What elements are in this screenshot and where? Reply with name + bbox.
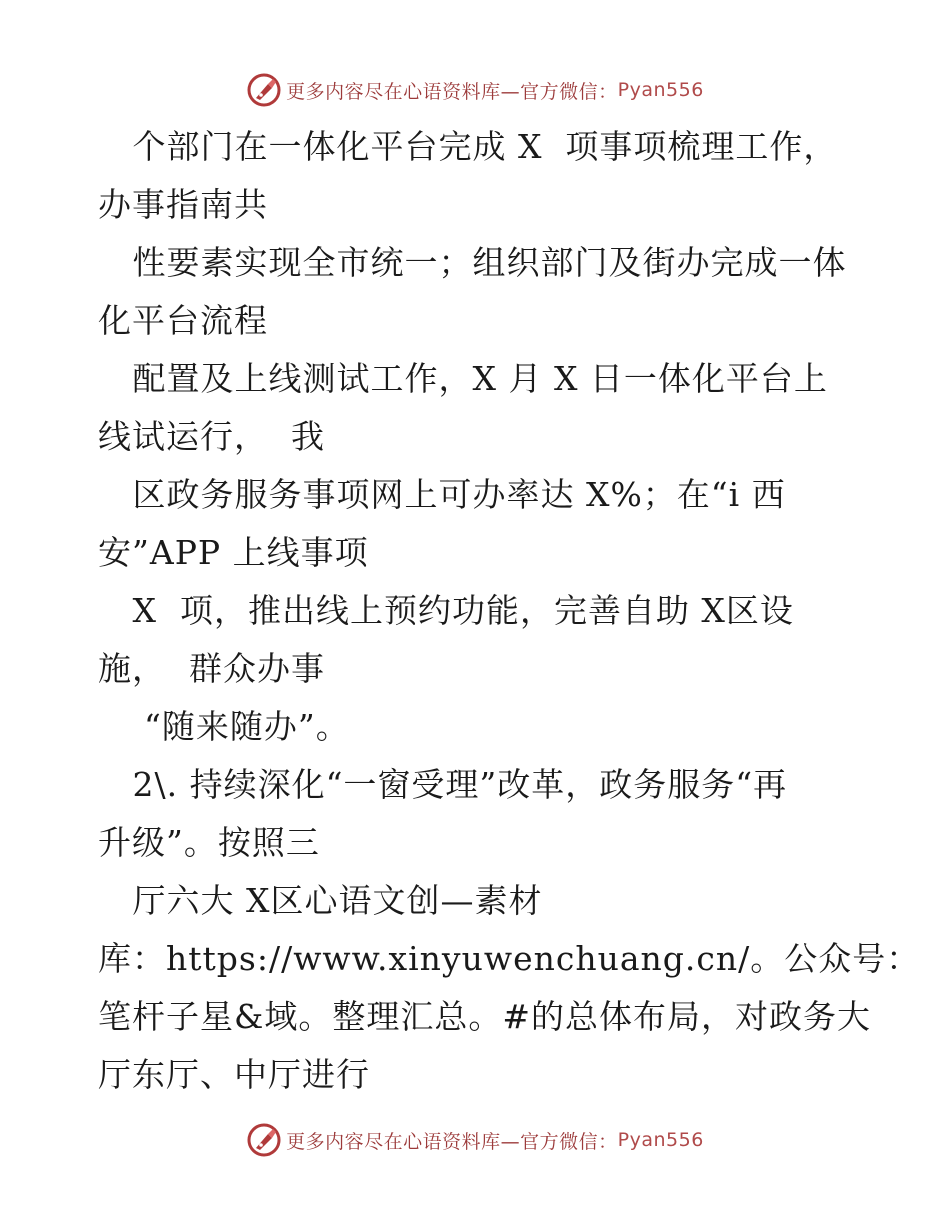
body-line-6: 线试运行， 我 [98,417,325,456]
pen-nib-seal-icon [246,1122,282,1158]
watermark-header [0,70,950,110]
body-line-7: 区政务服务事项网上可办率达 X%；在“i 西 [98,475,786,514]
watermark-text: 更多内容尽在心语资料库—官方微信： [286,80,618,103]
body-line-3: 性要素实现全市统一；组织部门及街办完成一体 [98,243,847,282]
watermark-wechat-id: Pyan556 [617,79,704,101]
body-line-16: 笔杆子星&域。整理汇总。#的总体布局，对政务大 [98,997,872,1036]
body-line-9: X 项，推出线上预约功能，完善自助 X区设 [98,591,794,630]
document-body [98,118,921,1104]
body-line-10: 施， 群众办事 [98,649,325,688]
pen-nib-seal-icon [246,72,282,108]
body-line-4: 化平台流程 [98,301,268,340]
body-line-14: 厅六大 X区心语文创—素材 [98,881,543,920]
body-line-8: 安”APP 上线事项 [98,533,369,572]
body-line-2: 办事指南共 [98,185,268,224]
watermark-text: 更多内容尽在心语资料库—官方微信： [286,1130,618,1153]
body-line-12: 2\. 持续深化“一窗受理”改革，政务服务“再 [98,765,788,804]
body-line-1: 个部门在一体化平台完成 X 项事项梳理工作， [98,127,838,166]
watermark-wechat-id: Pyan556 [617,1129,704,1151]
body-line-11: “随来随办”。 [98,707,350,746]
body-line-17: 厅东厅、中厅进行 [98,1055,370,1094]
body-line-5: 配置及上线测试工作，X 月 X 日一体化平台上 [98,359,828,398]
watermark-footer [0,1120,950,1160]
body-line-13: 升级”。按照三 [98,823,320,862]
body-line-15: 库：https://www.xinyuwenchuang.cn/。公众号： [98,939,921,978]
